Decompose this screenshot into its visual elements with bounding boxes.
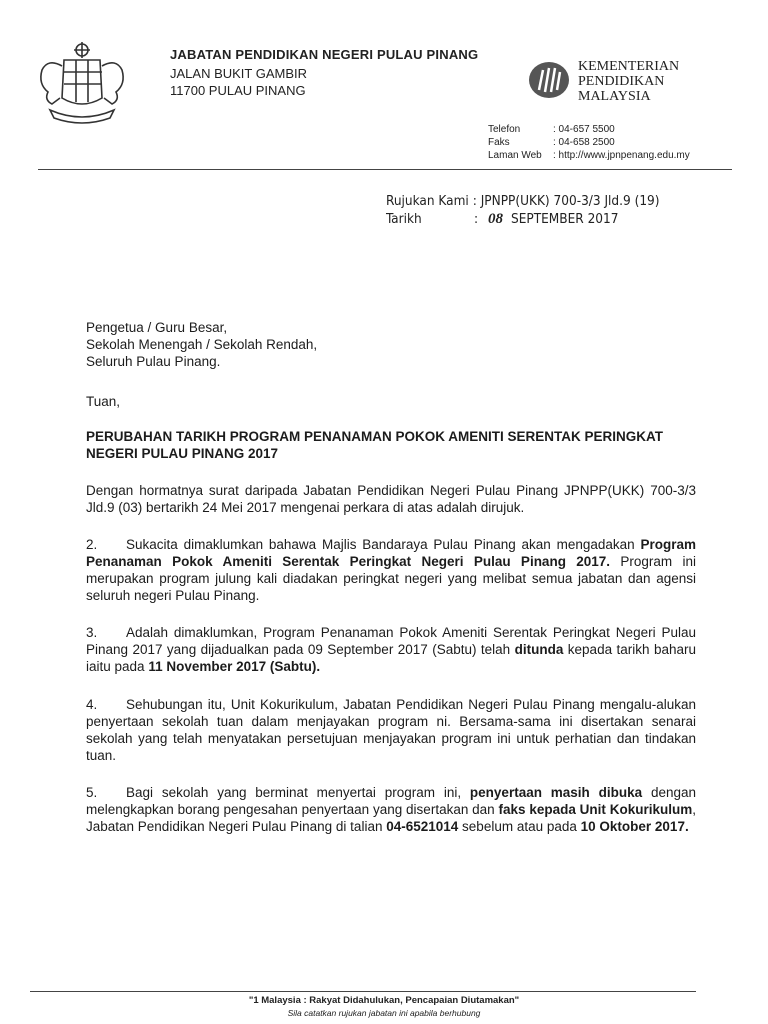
footer-divider	[30, 991, 696, 992]
paragraph-4	[86, 696, 696, 764]
paragraph-bold-text: ditunda	[514, 642, 564, 657]
org-name: JABATAN PENDIDIKAN NEGERI PULAU PINANG	[170, 47, 479, 62]
contact-fax	[488, 136, 690, 149]
address-line-2: 11700 PULAU PINANG	[170, 83, 306, 98]
contact-value: : 04-658 2500	[553, 137, 615, 148]
salutation: Tuan,	[86, 394, 121, 409]
reference-block	[386, 192, 660, 228]
paragraph-number: 4.	[86, 697, 98, 712]
paragraph-5	[86, 784, 696, 835]
footer-note: Sila catatkan rujukan jabatan ini apabila berhubung	[287, 1008, 481, 1018]
paragraph-bold-text: 10 Oktober 2017.	[580, 819, 689, 834]
recipient-line-3: Seluruh Pulau Pinang.	[86, 354, 221, 369]
malaysia-coat-of-arms-icon	[30, 40, 134, 124]
paragraph-bold-text: faks kepada Unit Kokurikulum	[498, 802, 693, 817]
recipient-line-1: Pengetua / Guru Besar,	[86, 320, 228, 335]
paragraph-number: 2.	[86, 537, 98, 552]
paragraph-number: 3.	[86, 625, 98, 640]
paragraph-text: sebelum atau pada	[458, 819, 581, 834]
contact-label: Telefon	[488, 124, 521, 135]
contact-website	[488, 149, 690, 162]
recipient-line-2: Sekolah Menengah / Sekolah Rendah,	[86, 337, 318, 352]
paragraph-text: Program ini merupakan program julung kali diadakan peringkat negeri yang melibat semua jabatan dan agensi seluruh negeri Pulau Pinang.	[86, 554, 696, 603]
contact-phone	[488, 123, 690, 136]
paragraph-text: Sukacita dimaklumkan bahawa Majlis Bandaraya Pulau Pinang akan mengadakan	[126, 537, 641, 552]
paragraph-text: Adalah dimaklumkan, Program Penanaman Pokok Ameniti Serentak Peringkat Negeri Pulau Pinang 2017 yang dijadualkan pada 09 September 2017 (Sabtu) telah	[86, 625, 696, 657]
website-link[interactable]: : http://www.jpnpenang.edu.my	[553, 150, 690, 161]
ministry-name-line-3: MALAYSIA	[578, 89, 651, 104]
letter-subject: PERUBAHAN TARIKH PROGRAM PENANAMAN POKOK AMENITI SERENTAK PERINGKAT NEGERI PULAU PINANG 2017	[86, 429, 664, 461]
contact-value: : 04-657 5500	[553, 124, 615, 135]
paragraph-bold-text: penyertaan masih dibuka	[469, 785, 643, 800]
paragraph-3	[86, 624, 696, 675]
address-line-1: JALAN BUKIT GAMBIR	[170, 66, 308, 81]
paragraph-text: , Jabatan Pendidikan Negeri Pulau Pinang di talian	[86, 802, 696, 834]
contact-label: Laman Web	[488, 150, 542, 161]
ref-value: : JPNPP(UKK) 700-3/3 Jld.9 (19)	[472, 193, 660, 209]
paragraph-text: Bagi sekolah yang berminat menyertai program ini,	[126, 785, 470, 800]
kpm-logo-icon	[527, 60, 571, 100]
paragraph-2	[86, 536, 696, 604]
ministry-name-line-2: PENDIDIKAN	[578, 74, 665, 89]
footer-motto: "1 Malaysia : Rakyat Didahulukan, Pencapaian Diutamakan"	[248, 995, 520, 1006]
paragraph-bold-text: 11 November 2017 (Sabtu).	[148, 659, 321, 674]
header-divider	[38, 169, 732, 170]
paragraph-text: Sehubungan itu, Unit Kokurikulum, Jabatan Pendidikan Negeri Pulau Pinang mengalu-alukan penyertaan sekolah tuan dalam menjayakan program ni. Bersama-sama ini disertakan senarai sekolah yang telah menyatakan persetujuan menjayakan program ini untuk perhatian dan tindakan tuan.	[86, 697, 696, 763]
paragraph-text: dengan melengkapkan borang pengesahan penyertaan yang disertakan dan	[86, 785, 696, 817]
ministry-name-line-1: KEMENTERIAN	[578, 59, 680, 74]
contact-block	[488, 123, 690, 162]
paragraph-text: kepada tarikh baharu iaitu pada	[86, 642, 696, 674]
recipient-address	[86, 319, 317, 370]
ref-label: Rujukan Kami	[386, 193, 469, 209]
date-label: Tarikh	[386, 211, 422, 227]
date-day: 08	[488, 211, 503, 227]
paragraph-bold-text: 04-6521014	[386, 819, 459, 834]
date-month-year: SEPTEMBER 2017	[511, 211, 619, 227]
date-sep: :	[474, 211, 479, 227]
paragraph-1: Dengan hormatnya surat daripada Jabatan Pendidikan Negeri Pulau Pinang JPNPP(UKK) 700-3/3 Jld.9 (03) bertarikh 24 Mei 2017 mengenai perkara di atas adalah dirujuk.	[86, 483, 696, 515]
contact-label: Faks	[488, 137, 510, 148]
paragraph-number: 5.	[86, 785, 98, 800]
paragraph-bold-text: Program Penanaman Pokok Ameniti Serentak Peringkat Negeri Pulau Pinang 2017.	[86, 537, 696, 569]
